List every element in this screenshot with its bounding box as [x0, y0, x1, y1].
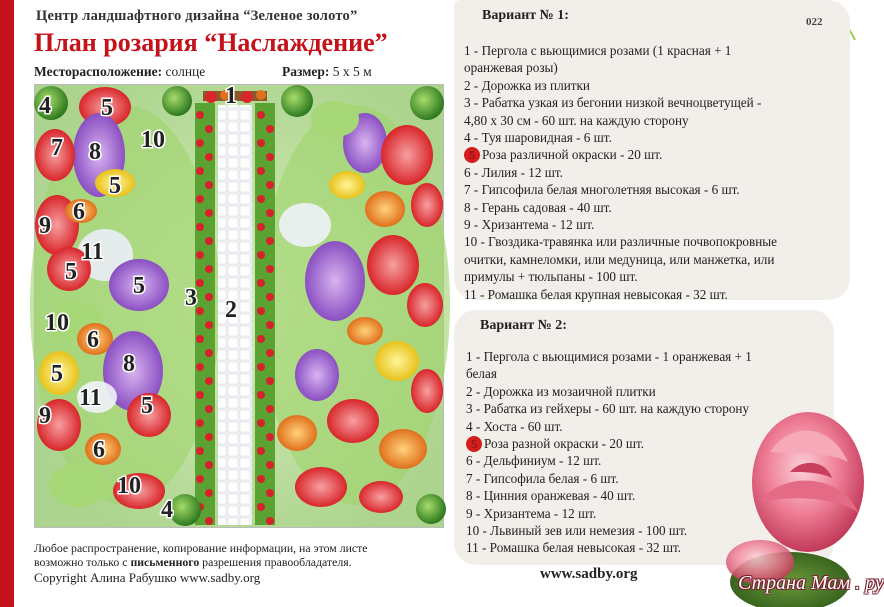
- variant-1-card: [454, 0, 850, 300]
- plan-label-10: 10: [141, 127, 165, 153]
- list-item: 3 - Рабатка из гейхеры - 60 шт. на каждую сторону: [466, 401, 750, 417]
- list-item-text: Роза различной окраски - 20 шт.: [482, 147, 663, 163]
- plan-label-10: 10: [117, 473, 141, 499]
- plan-label-4: 4: [161, 497, 173, 523]
- list-item: 2 - Дорожка из мозаичной плитки: [466, 383, 656, 399]
- plan-label-6: 6: [87, 327, 99, 353]
- list-item: 10 - Гвоздика-травянка или различные почвопокровные: [464, 234, 778, 250]
- plan-label-6: 6: [73, 199, 85, 225]
- list-item: белая: [466, 366, 497, 382]
- plan-label-4: 4: [39, 93, 51, 119]
- plan-label-5: 5: [133, 273, 145, 299]
- page-title: План розария “Наслаждение”: [34, 28, 388, 57]
- list-item: 9 - Хризантема - 12 шт.: [466, 505, 597, 521]
- plan-label-3: 3: [185, 285, 197, 311]
- notice-line-2-bold: письменного: [130, 555, 200, 569]
- variant-2-title: Вариант № 2:: [480, 318, 567, 333]
- plan-label-5: 5: [65, 259, 77, 285]
- plan-label-7: 7: [51, 135, 63, 161]
- list-item: 7 - Гипсофила белая многолетняя высокая - 6 шт.: [464, 182, 740, 198]
- plan-label-10: 10: [45, 310, 69, 336]
- notice-line-2-end: разрешения правообладателя.: [199, 555, 352, 569]
- list-item: 9 - Хризантема - 12 шт.: [464, 217, 595, 233]
- list-item: 3 - Рабатка узкая из бегонии низкой вечноцветущей -: [464, 95, 762, 111]
- item-5-marker: 5: [464, 147, 480, 163]
- list-item: 10 - Львиный зев или немезия - 100 шт.: [466, 523, 688, 539]
- notice-line-2: [34, 555, 368, 569]
- item-5-marker: 5: [466, 436, 482, 452]
- plan-label-11: 11: [79, 385, 102, 411]
- plan-label-5: 5: [109, 173, 121, 199]
- plan-label-5: 5: [51, 361, 63, 387]
- notice-line-1: Любое распространение, копирование информации, на этом листе: [34, 541, 368, 555]
- plan-label-8: 8: [123, 351, 135, 377]
- plan-label-8: 8: [89, 139, 101, 165]
- list-item-text: Роза разной окраски - 20 шт.: [484, 436, 645, 452]
- list-item: 7 - Гипсофила белая - 6 шт.: [466, 470, 619, 486]
- list-item: 1 - Пергола с вьющимися розами - 1 оранжевая + 1: [466, 349, 752, 364]
- plan-label-11: 11: [81, 239, 104, 265]
- list-item: очитки, камнеломки, или медуница, или манжетка, или: [464, 251, 775, 267]
- notice-line-2-start: возможно только с: [34, 555, 131, 569]
- watermark-text: Страна Мам . ру: [738, 572, 884, 594]
- variant-2-list: [466, 348, 752, 557]
- list-item: 6 - Дельфиниум - 12 шт.: [466, 453, 602, 469]
- copyright-line: Copyright Алина Рабушко www.sadby.org: [34, 570, 261, 585]
- list-item: 11 - Ромашка белая крупная невысокая - 32 шт.: [464, 286, 728, 302]
- location-value: солнце: [165, 64, 206, 79]
- size-info: [282, 64, 372, 80]
- plan-label-5: 5: [141, 393, 153, 419]
- company-subtitle: Центр ландшафтного дизайна “Зеленое золото”: [36, 8, 358, 24]
- location-label: Месторасположение:: [34, 64, 163, 79]
- page-number: 022: [806, 16, 823, 28]
- list-item: 4,80 x 30 см - 60 шт. на каждую сторону: [464, 112, 689, 128]
- size-value: 5 x 5 м: [332, 64, 372, 79]
- list-item: 1 - Пергола с вьющимися розами (1 красная + 1: [464, 43, 732, 58]
- plan-label-5: 5: [101, 95, 113, 121]
- list-item: 11 - Ромашка белая невысокая - 32 шт.: [466, 540, 682, 556]
- location-info: [34, 64, 205, 80]
- plan-label-6: 6: [93, 437, 105, 463]
- list-item: 2 - Дорожка из плитки: [464, 77, 590, 93]
- website-label: www.sadby.org: [540, 566, 638, 582]
- variant-1-title: Вариант № 1:: [482, 8, 569, 23]
- list-item: примулы + тюльпаны - 100 шт.: [464, 269, 638, 285]
- variant-1-list: [464, 42, 777, 303]
- plan-label-9: 9: [39, 213, 51, 239]
- size-label: Размер:: [282, 64, 330, 79]
- plan-label-9: 9: [39, 403, 51, 429]
- plan-label-2: 2: [225, 297, 237, 323]
- begonia-border-right: [255, 103, 275, 525]
- list-item: 8 - Цинния оранжевая - 40 шт.: [466, 488, 636, 504]
- list-item: [466, 435, 752, 452]
- list-item: [464, 146, 777, 163]
- list-item: 4 - Туя шаровидная - 6 шт.: [464, 130, 612, 146]
- red-side-bar: [0, 0, 14, 607]
- plan-label-1: 1: [225, 83, 237, 109]
- copyright-notice: [34, 541, 368, 569]
- begonia-border-left: [195, 103, 215, 525]
- list-item: оранжевая розы): [464, 60, 558, 76]
- garden-plan: [34, 84, 444, 528]
- list-item: 6 - Лилия - 12 шт.: [464, 164, 563, 180]
- list-item: 4 - Хоста - 60 шт.: [466, 418, 563, 434]
- garden-plan-drawing: [35, 85, 443, 527]
- list-item: 8 - Герань садовая - 40 шт.: [464, 199, 612, 215]
